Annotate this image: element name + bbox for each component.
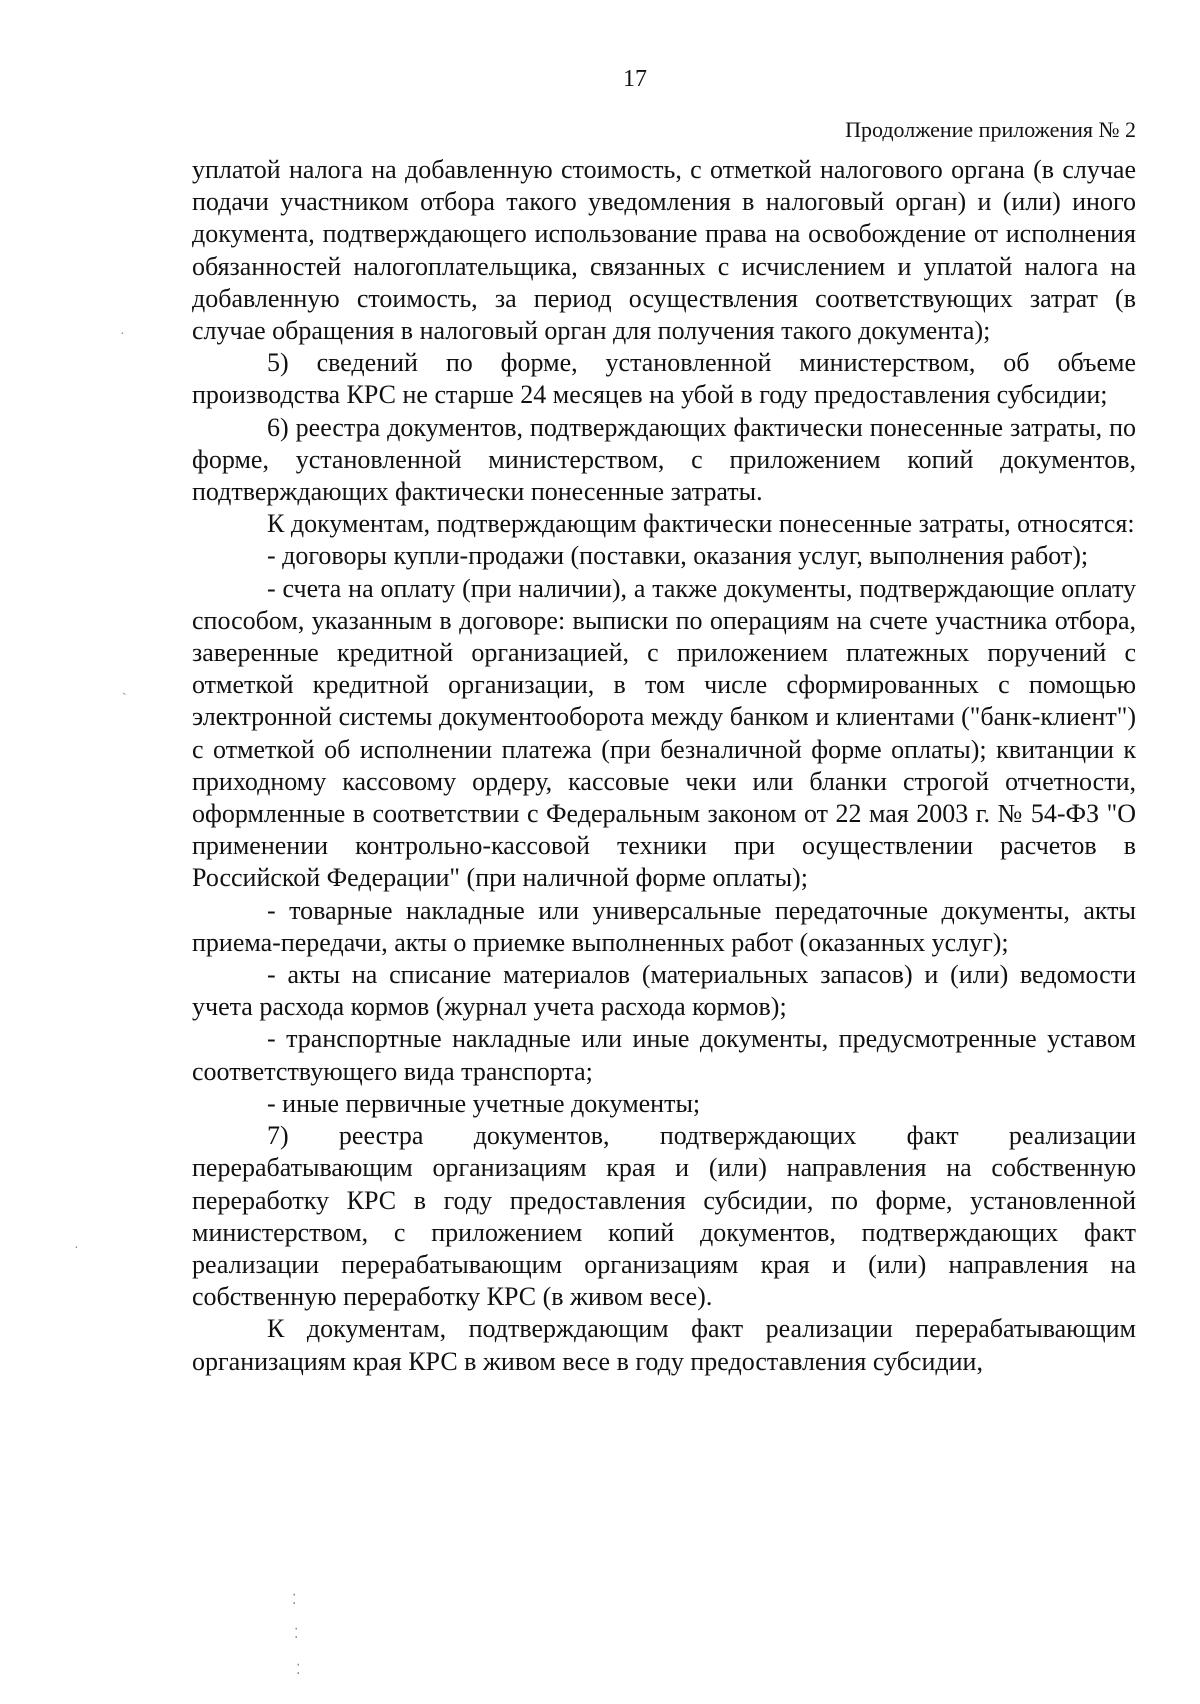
list-item-contracts: - договоры купли-продажи (поставки, оказания услуг, выполнения работ); <box>267 541 1089 571</box>
scan-speck: ⁚ <box>294 1627 299 1642</box>
scan-speck: ˏ <box>122 681 127 696</box>
scan-speck: ⁚ <box>296 1663 301 1678</box>
document-body <box>192 154 1136 1378</box>
paragraph-item-7: 7) реестра документов, подтверждающих факт реализации перерабатывающим организациям края и (или) направления на собственную переработку КРС в году предоставления субсидии, по форме, установленной министерством, с приложением копий документов, подтверждающих факт реализации перерабатывающим организациям края и (или) направления на собственную переработку КРС (в живом весе). <box>192 1121 1136 1312</box>
paragraph-sales-documents-intro: К документам, подтверждающим факт реализации перерабатывающим организациям края КРС в живом весе в году предоставления субсидии, <box>192 1314 1136 1376</box>
paragraph-cost-documents-intro: К документам, подтверждающим фактически понесенные затраты, относятся: <box>267 509 1135 539</box>
list-item-invoices: - счета на оплату (при наличии), а также документы, подтверждающие оплату способом, указанным в договоре: выписки по операциям на счете участника отбора, заверенные кредитной организацией, с приложением платежных поручений с отметкой кредитной организации, в том числе сформированных с помощью электронной системы документооборота между банком и клиентами ("банк-клиент") с отметкой об исполнении платежа (при безналичной форме оплаты); квитанции к приходному кассовому ордеру, кассовые чеки или бланки строгой отчетности, оформленные в соответствии с Федеральным законом от 22 мая 2003 г. № 54-ФЗ "О применении контрольно-кассовой техники при осуществлении расчетов в Российской Федерации" (при наличной форме оплаты); <box>192 573 1136 893</box>
scan-speck: ⁚ <box>292 1593 297 1608</box>
list-item-transport-documents: - транспортные накладные или иные документы, предусмотренные уставом соответствующего вида транспорта; <box>192 1024 1136 1086</box>
paragraph-item-6: 6) реестра документов, подтверждающих фактически понесенные затраты, по форме, установленной министерством, с приложением копий документов, подтверждающих фактически понесенные затраты. <box>192 412 1136 507</box>
page-number: 17 <box>623 66 647 92</box>
scan-speck: · <box>74 1241 79 1256</box>
scan-speck: · <box>120 327 125 342</box>
paragraph-continuation: уплатой налога на добавленную стоимость, с отметкой налогового органа (в случае подачи участником отбора такого уведомления в налоговый орган) и (или) иного документа, подтверждающего использование права на освобождение от исполнения обязанностей налогоплательщика, связанных с исчислением и уплатой налога на добавленную стоимость, за период осуществления соответствующих затрат (в случае обращения в налоговый орган для получения такого документа); <box>192 155 1136 346</box>
list-item-waybills: - товарные накладные или универсальные передаточные документы, акты приема-передачи, акты о приемке выполненных работ (оказанных услуг); <box>192 895 1136 957</box>
list-item-other-documents: - иные первичные учетные документы; <box>267 1088 701 1118</box>
paragraph-item-5: 5) сведений по форме, установленной министерством, об объеме производства КРС не старше 24 месяцев на убой в году предоставления субсидии; <box>192 348 1136 410</box>
list-item-write-off-acts: - акты на списание материалов (материальных запасов) и (или) ведомости учета расхода кормов (журнал учета расхода кормов); <box>192 960 1136 1022</box>
continuation-header: Продолжение приложения № 2 <box>845 117 1136 142</box>
